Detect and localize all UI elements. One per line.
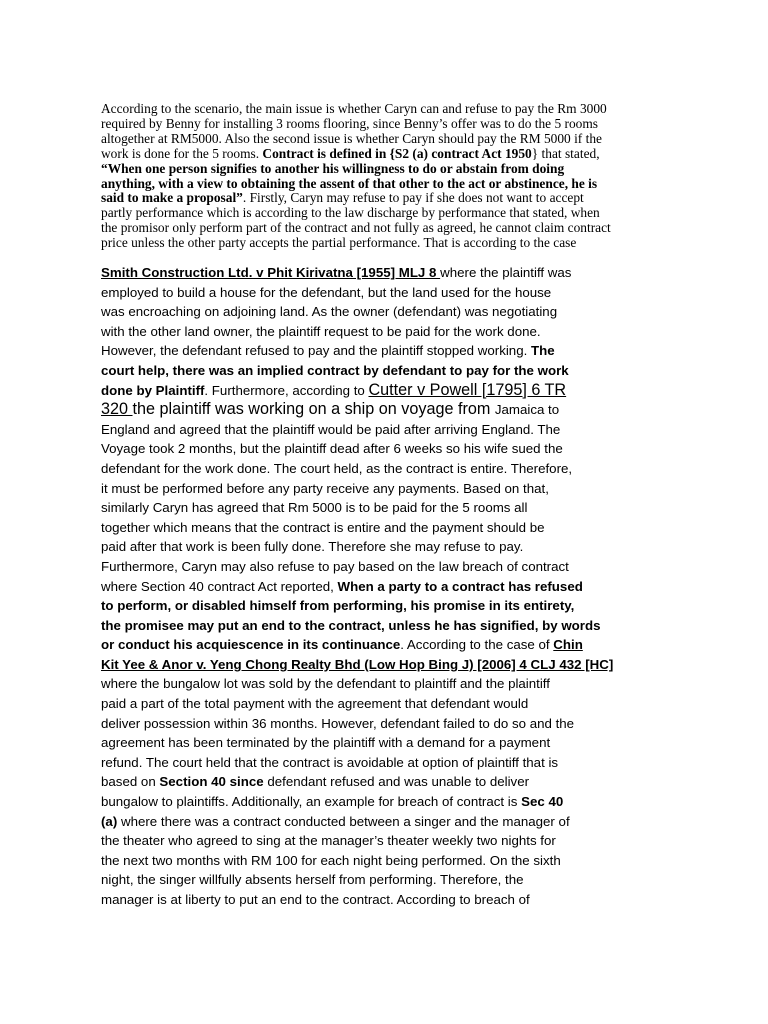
serif-text-line [101,206,681,221]
text-run: paid after that work is been fully done. Therefore she may refuse to pay. [101,539,524,555]
text-run: the next two months with RM 100 for each night being performed. On the sixth [101,852,561,868]
sans-text-line [101,263,681,283]
text-run: where the plaintiff was [440,265,572,280]
sans-text-line [101,792,681,812]
text-run: . According to the case of [400,637,554,653]
text-run: defendant for the work done. The court held, as the contract is entire. Therefore, [101,460,573,476]
serif-text-line [101,191,681,206]
sans-text-line [101,381,681,401]
sans-text-line [101,283,681,303]
text-run: said to make a proposal” [101,190,243,206]
sans-text-line [101,537,681,557]
sans-text-line [101,420,681,440]
case-citation: 320 [101,400,133,419]
serif-text-line [101,117,681,132]
sans-text-line [101,655,681,675]
text-run: anything, with a view to obtaining the assent of that other to the act or abstinence, he is [101,175,598,191]
sans-text-line [101,635,681,655]
text-run: deliver possession within 36 months. However, defendant failed to do so and the [101,715,575,731]
text-run: was encroaching on adjoining land. As the owner (defendant) was negotiating [101,304,558,320]
sans-text-line [101,439,681,459]
text-run: the promisor only perform part of the contract and not fully as agreed, he cannot claim contract [101,220,611,236]
text-run: . Furthermore, according to [204,382,369,398]
text-run: When a party to a contract has refused [337,578,583,594]
text-run: agreement has been terminated by the plaintiff with a demand for a payment [101,735,551,751]
case-citation: Chin [553,637,583,653]
serif-text-line [101,132,681,147]
text-run: it must be performed before any party receive any payments. Based on that, [101,480,549,496]
sans-text-line [101,616,681,636]
sans-text-line [101,851,681,871]
text-run: However, the defendant refused to pay and the plaintiff stopped working. [101,343,531,359]
text-run: or conduct his acquiescence in its continuance [101,637,401,653]
text-run: paid a part of the total payment with the agreement that defendant would [101,696,529,712]
serif-text-line [101,162,681,177]
sans-text-line [101,400,681,420]
text-run: Section 40 since [159,774,264,790]
sans-text-line [101,518,681,538]
text-run: required by Benny for installing 3 rooms flooring, since Benny’s offer was to do the 5 rooms [101,115,598,131]
sans-text-line [101,557,681,577]
text-run: partly performance which is according to the law discharge by performance that stated, when [101,205,600,221]
text-run: where the bungalow lot was sold by the defendant to plaintiff and the plaintiff [101,676,550,692]
text-run: with the other land owner, the plaintiff request to be paid for the work done. [101,323,541,339]
text-run: Furthermore, Caryn may also refuse to pay based on the law breach of contract [101,558,569,574]
serif-text-line [101,177,681,192]
sans-text-line [101,714,681,734]
text-run: refund. The court held that the contract is avoidable at option of plaintiff that is [101,754,559,770]
sans-text-line [101,498,681,518]
text-run: employed to build a house for the defendant, but the land used for the house [101,284,552,300]
text-run: Jamaica to [494,402,560,418]
sans-paragraph [101,263,681,910]
sans-text-line [101,870,681,890]
case-citation: Kit Yee & Anor v. Yeng Chong Realty Bhd (Low Hop Bing J) [2006] 4 CLJ 432 [HC] [101,656,614,672]
text-run: manager is at liberty to put an end to the contract. According to breach of [101,892,530,907]
text-run: The [530,343,555,359]
text-run: where there was a contract conducted between a singer and the manager of [117,813,570,829]
case-citation: Smith Construction Ltd. v Phit Kirivatna [1955] MLJ 8 [101,265,441,280]
sans-text-line [101,674,681,694]
sans-text-line [101,694,681,714]
sans-text-line [101,772,681,792]
sans-text-line [101,596,681,616]
text-run: to perform, or disabled himself from performing, his promise in its entirety, [101,598,575,614]
serif-text-line [101,102,681,117]
sans-text-line [101,753,681,773]
serif-text-line [101,147,681,162]
serif-text-line [101,221,681,236]
text-run: England and agreed that the plaintiff would be paid after arriving England. The [101,421,561,437]
sans-text-line [101,361,681,381]
sans-text-line [101,459,681,479]
text-run: According to the scenario, the main issue is whether Caryn can and refuse to pay the Rm 3000 [101,101,607,116]
case-citation: Cutter v Powell [1795] 6 TR [368,380,567,399]
serif-paragraph [101,102,681,251]
sans-text-line [101,831,681,851]
sans-text-line [101,341,681,361]
text-run: work is done for the 5 rooms. [101,145,263,161]
text-run: Sec 40 [521,794,564,810]
text-run: based on [101,774,160,790]
text-run: altogether at RM5000. Also the second issue is whether Caryn should pay the RM 5000 if the [101,130,602,146]
text-run: (a) [101,813,118,829]
sans-text-line [101,479,681,499]
text-run: defendant refused and was unable to deliver [263,774,530,790]
text-run: where Section 40 contract Act reported, [101,578,338,594]
text-run: bungalow to plaintiffs. Additionally, an example for breach of contract is [101,794,522,810]
sans-text-line [101,812,681,832]
serif-text-line [101,236,681,251]
sans-text-line [101,890,681,910]
text-run: } that stated, [531,145,600,161]
text-run: “When one person signifies to another his willingness to do or abstain from doing [101,160,565,176]
text-run: price unless the other party accepts the partial performance. That is according to the case [101,235,577,251]
text-run: together which means that the contract is entire and the payment should be [101,519,545,535]
sans-text-line [101,733,681,753]
sans-text-line [101,577,681,597]
text-run: the promisee may put an end to the contract, unless he has signified, by words [101,617,601,633]
text-run: the plaintiff was working on a ship on voyage from [132,400,495,419]
sans-text-line [101,322,681,342]
text-run: the theater who agreed to sing at the manager’s theater weekly two nights for [101,833,556,849]
text-run: Voyage took 2 months, but the plaintiff dead after 6 weeks so his wife sued the [101,441,563,457]
text-run: Contract is defined in {S2 (a) contract Act 1950 [262,145,532,161]
sans-text-line [101,302,681,322]
text-run: done by Plaintiff [101,382,205,398]
text-run: night, the singer willfully absents herself from performing. Therefore, the [101,872,524,888]
text-run: . Firstly, Caryn may refuse to pay if she does not want to accept [242,190,584,206]
text-run: court help, there was an implied contract by defendant to pay for the work [101,362,569,378]
text-run: similarly Caryn has agreed that Rm 5000 is to be paid for the 5 rooms all [101,500,528,516]
